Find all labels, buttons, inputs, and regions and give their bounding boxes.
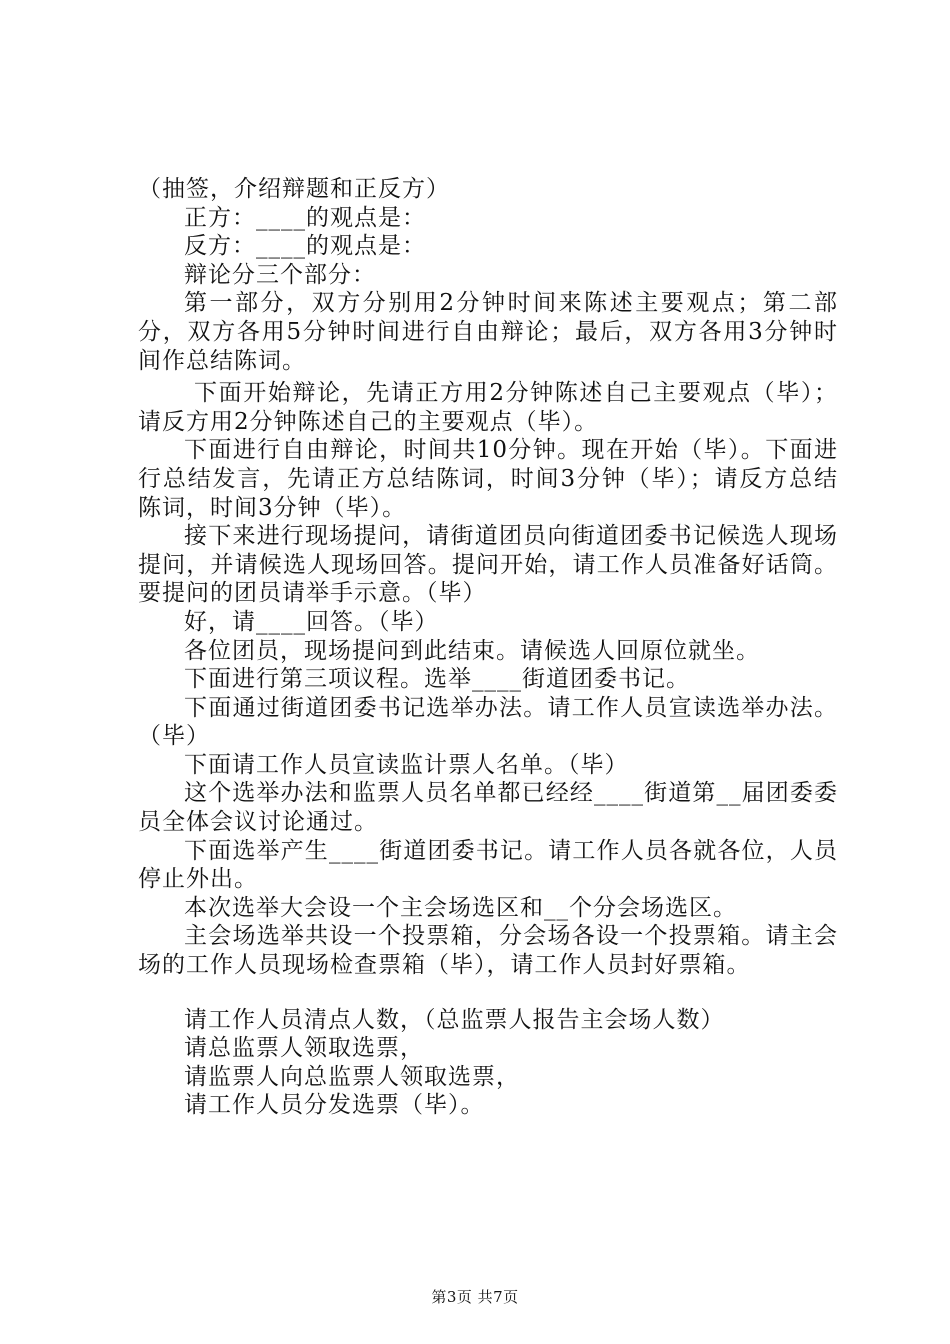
paragraph-negative: 反方：____的观点是： bbox=[184, 233, 426, 260]
paragraph-affirmative: 正方：____的观点是： bbox=[184, 204, 426, 231]
paragraph-questions: 接下来进行现场提问，请街道团员向街道团委书记候选人现场提问，并请候选人现场回答。提问开始，请工作人员准备好话筒。要提问的团员请举手示意。（毕） bbox=[138, 523, 838, 607]
paragraph-venues: 本次选举大会设一个主会场选区和__个分会场选区。 bbox=[184, 894, 737, 921]
paragraph-election: 下面选举产生____街道团委书记。请工作人员各就各位，人员停止外出。 bbox=[138, 837, 838, 893]
paragraph-questions-end: 各位团员，现场提问到此结束。请候选人回原位就坐。 bbox=[184, 637, 760, 664]
paragraph-headcount: 请工作人员清点人数，（总监票人报告主会场人数） bbox=[184, 1006, 725, 1033]
paragraph-scrutineer-ballots: 请监票人向总监票人领取选票， bbox=[184, 1063, 520, 1090]
document-body bbox=[138, 175, 838, 1120]
paragraph-distribute-ballots: 请工作人员分发选票（毕）。 bbox=[184, 1092, 485, 1119]
paragraph-draw-intro: （抽签，介绍辩题和正反方） bbox=[138, 176, 450, 202]
paragraph-answer: 好，请____回答。（毕） bbox=[184, 608, 439, 635]
paragraph-free-debate: 下面进行自由辩论，时间共10分钟。现在开始（毕）。下面进行总结发言，先请正方总结陈词，时间3分钟（毕）；请反方总结陈词，时间3分钟（毕）。 bbox=[138, 437, 838, 521]
page-number-footer: 第3页 共7页 bbox=[431, 1288, 519, 1306]
paragraph-election-method: 下面通过街道团委书记选举办法。请工作人员宣读选举办法。（毕） bbox=[138, 694, 838, 750]
paragraph-debate-start: 下面开始辩论，先请正方用2分钟陈述自己主要观点（毕）；请反方用2分钟陈述自己的主要观点（毕）。 bbox=[138, 380, 838, 435]
paragraph-debate-parts: 辩论分三个部分： bbox=[184, 261, 376, 288]
paragraph-scrutineer-list: 下面请工作人员宣读监计票人名单。（毕） bbox=[184, 751, 629, 778]
paragraph-ballot-boxes: 主会场选举共设一个投票箱，分会场各设一个投票箱。请主会场的工作人员现场检查票箱（毕），请工作人员封好票箱。 bbox=[138, 923, 838, 979]
paragraph-chief-ballots: 请总监票人领取选票， bbox=[184, 1035, 424, 1062]
paragraph-approval: 这个选举办法和监票人员名单都已经经____街道第__届团委委员全体会议讨论通过。 bbox=[138, 780, 838, 836]
paragraph-third-agenda: 下面进行第三项议程。选举____街道团委书记。 bbox=[184, 666, 690, 693]
paragraph-debate-structure: 第一部分，双方分别用2分钟时间来陈述主要观点；第二部分，双方各用5分钟时间进行自由辩论；最后，双方各用3分钟时间作总结陈词。 bbox=[138, 290, 838, 374]
